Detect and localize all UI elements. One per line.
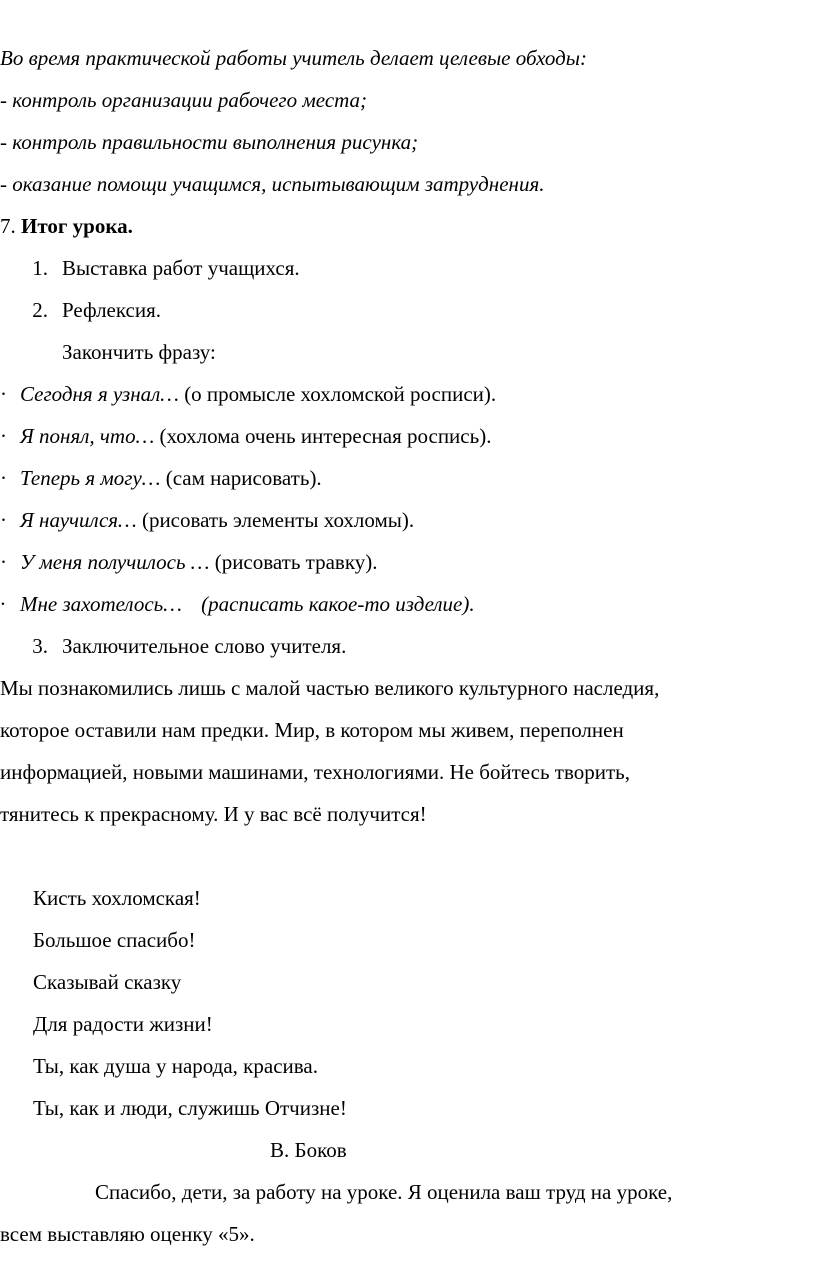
intro-item: - контроль правильности выполнения рисунка;: [0, 130, 419, 154]
item-number: 2.: [32, 298, 48, 322]
bullet: ·: [0, 550, 7, 574]
intro-title: Во время практической работы учитель делает целевые обходы:: [0, 46, 587, 70]
item-number: 1.: [32, 256, 48, 280]
intro-item: - оказание помощи учащимся, испытывающим затруднения.: [0, 172, 545, 196]
reflection-prompt: Теперь я могу…: [20, 466, 161, 490]
poem-author: В. Боков: [270, 1138, 347, 1162]
poem-line: Кисть хохломская!: [33, 886, 201, 910]
bullet: ·: [0, 382, 7, 406]
numbered-item: [18, 633, 346, 659]
poem-line: Большое спасибо!: [33, 928, 196, 952]
poem-line: Ты, как и люди, служишь Отчизне!: [33, 1096, 347, 1120]
reflection-answer: (рисовать элементы хохломы).: [141, 508, 415, 532]
intro-item: - контроль организации рабочего места;: [0, 88, 368, 112]
section-title: Итог урока.: [21, 214, 133, 238]
reflection-answer: (о промысле хохломской росписи).: [184, 382, 497, 406]
reflection-item: [0, 591, 475, 617]
reflection-answer: (хохлома очень интересная роспись).: [159, 424, 492, 448]
item-number: 3.: [32, 634, 48, 658]
reflection-prompt: Я понял, что…: [20, 424, 155, 448]
closing-line: всем выставляю оценку «5».: [0, 1222, 255, 1246]
item-text: Выставка работ учащихся.: [62, 256, 300, 280]
numbered-item: [18, 297, 161, 323]
reflection-item: [0, 507, 414, 533]
reflection-prompt: Я научился…: [20, 508, 137, 532]
conclusion-line: тянитесь к прекрасному. И у вас всё получится!: [0, 802, 427, 826]
poem-line: Для радости жизни!: [33, 1012, 213, 1036]
conclusion-line: Мы познакомились лишь с малой частью великого культурного наследия,: [0, 676, 660, 700]
finish-phrase: Закончить фразу:: [62, 340, 216, 364]
reflection-prompt: У меня получилось …: [20, 550, 210, 574]
reflection-prompt: Мне захотелось…: [20, 592, 182, 616]
poem-line: Сказывай сказку: [33, 970, 182, 994]
reflection-item: [0, 549, 378, 575]
section-number: 7.: [0, 214, 16, 238]
reflection-answer: (рисовать травку).: [214, 550, 378, 574]
bullet: ·: [0, 424, 7, 448]
bullet: ·: [0, 592, 6, 616]
bullet: ·: [0, 466, 7, 490]
closing-line: Спасибо, дети, за работу на уроке. Я оценила ваш труд на уроке,: [95, 1180, 673, 1204]
reflection-item: [0, 381, 496, 407]
poem-line: Ты, как душа у народа, красива.: [33, 1054, 318, 1078]
item-text: Рефлексия.: [62, 298, 162, 322]
conclusion-line: информацией, новыми машинами, технологиями. Не бойтесь творить,: [0, 760, 630, 784]
conclusion-line: которое оставили нам предки. Мир, в котором мы живем, переполнен: [0, 718, 624, 742]
reflection-item: [0, 423, 491, 449]
bullet: ·: [0, 508, 7, 532]
section-heading: [0, 213, 133, 239]
reflection-answer: (расписать какое-то изделие).: [201, 592, 475, 616]
reflection-prompt: Сегодня я узнал…: [20, 382, 179, 406]
reflection-item: [0, 465, 322, 491]
reflection-answer: (сам нарисовать).: [165, 466, 322, 490]
numbered-item: [18, 255, 300, 281]
item-text: Заключительное слово учителя.: [62, 634, 347, 658]
